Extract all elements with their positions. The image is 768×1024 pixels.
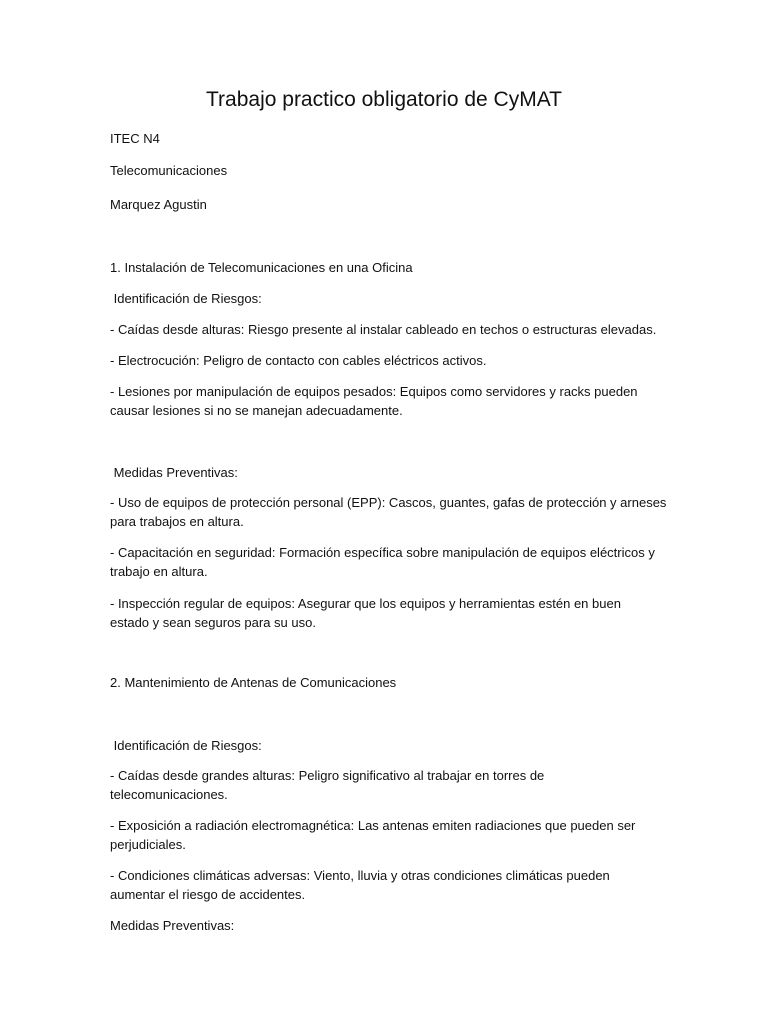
section1-risk-line: causar lesiones si no se manejan adecuadamente.	[110, 403, 403, 418]
section1-measures-heading: Medidas Preventivas:	[110, 465, 238, 480]
section1-measure-line: - Uso de equipos de protección personal (EPP): Cascos, guantes, gafas de protección y arneses	[110, 495, 667, 510]
section2-risk-item	[110, 866, 670, 904]
section1-risk-line: - Electrocución: Peligro de contacto con cables eléctricos activos.	[110, 353, 487, 368]
section1-risk-item	[110, 351, 670, 370]
section1-measure-line: para trabajos en altura.	[110, 514, 244, 529]
section1-risk-item	[110, 382, 670, 420]
document-title: Trabajo practico obligatorio de CyMAT	[206, 88, 562, 111]
section1-risk-line: - Caídas desde alturas: Riesgo presente al instalar cableado en techos o estructuras elevadas.	[110, 322, 657, 337]
section2-risk-item	[110, 766, 670, 804]
section2-risk-line: - Exposición a radiación electromagnética: Las antenas emiten radiaciones que pueden ser	[110, 818, 636, 833]
section1-risk-item	[110, 320, 670, 339]
section2-risks-heading: Identificación de Riesgos:	[110, 738, 262, 753]
section1-measure-item	[110, 493, 670, 531]
section2-heading: 2. Mantenimiento de Antenas de Comunicaciones	[110, 675, 397, 690]
section2-measures-heading: Medidas Preventivas:	[110, 918, 235, 933]
section1-risk-line: - Lesiones por manipulación de equipos pesados: Equipos como servidores y racks pueden	[110, 384, 638, 399]
section2-risk-line: - Caídas desde grandes alturas: Peligro significativo al trabajar en torres de	[110, 768, 545, 783]
header-school: ITEC N4	[110, 131, 160, 146]
section1-measure-item	[110, 543, 670, 581]
section1-measure-line: - Inspección regular de equipos: Asegurar que los equipos y herramientas estén en buen	[110, 596, 621, 611]
section2-risk-line: aumentar el riesgo de accidentes.	[110, 887, 306, 902]
section1-risks-heading: Identificación de Riesgos:	[110, 291, 262, 306]
section1-measure-line: estado y sean seguros para su uso.	[110, 615, 316, 630]
section2-risk-line: telecomunicaciones.	[110, 787, 228, 802]
section1-measure-line: trabajo en altura.	[110, 564, 208, 579]
section1-measure-item	[110, 594, 670, 632]
section2-risk-line: perjudiciales.	[110, 837, 186, 852]
section1-heading: 1. Instalación de Telecomunicaciones en una Oficina	[110, 260, 413, 275]
section1-measure-line: - Capacitación en seguridad: Formación específica sobre manipulación de equipos eléctricos y	[110, 545, 655, 560]
header-course: Telecomunicaciones	[110, 163, 228, 178]
section2-risk-line: - Condiciones climáticas adversas: Viento, lluvia y otras condiciones climáticas pueden	[110, 868, 610, 883]
header-author: Marquez Agustin	[110, 197, 207, 212]
section2-risk-item	[110, 816, 670, 854]
